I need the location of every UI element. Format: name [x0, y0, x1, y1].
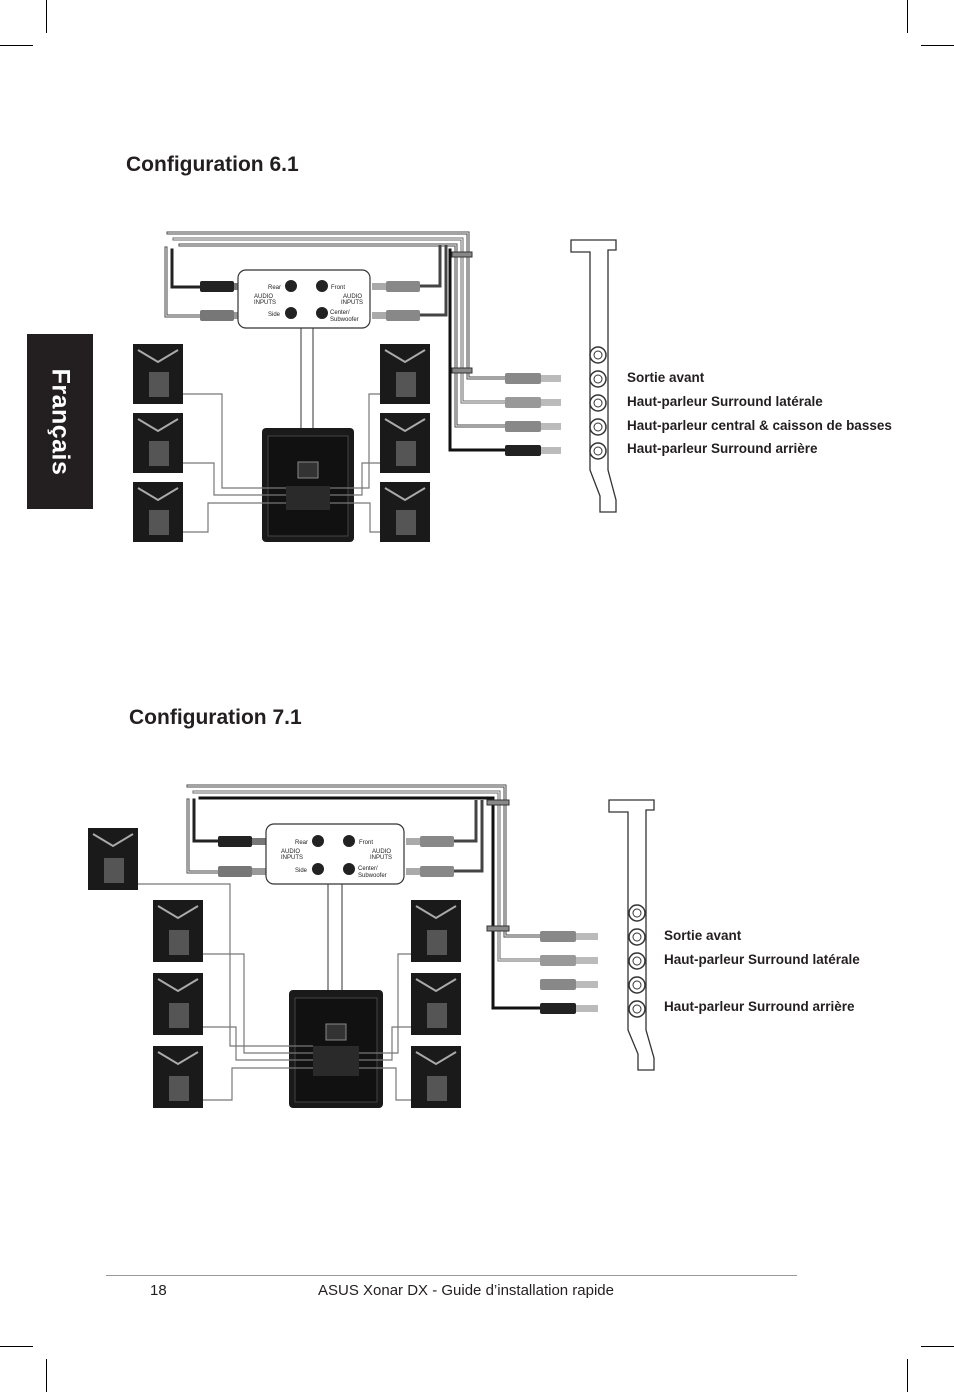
- plug-side-left: [218, 866, 266, 877]
- config61-diagram: [0, 0, 954, 640]
- footer-title: ASUS Xonar DX - Guide d’installation rapide: [318, 1282, 614, 1299]
- panel-audio-label: AUDIO: [343, 294, 363, 300]
- audio-input-panel: [266, 824, 404, 992]
- panel-subwoofer-label: Subwoofer: [358, 873, 387, 879]
- config71-label-front: Sortie avant: [664, 928, 742, 943]
- speaker-right: [380, 413, 430, 473]
- speaker-right: [411, 973, 461, 1035]
- footer-divider: [106, 1275, 797, 1276]
- config61-label-front: Sortie avant: [627, 370, 705, 385]
- audio-input-panel: [238, 270, 370, 428]
- panel-inputs-label: INPUTS: [341, 300, 364, 306]
- speaker-right: [411, 1046, 461, 1108]
- panel-inputs-label: INPUTS: [370, 855, 393, 861]
- panel-center-label: Center/: [358, 866, 378, 872]
- crop-mark: [907, 1359, 908, 1392]
- speaker-left: [153, 900, 203, 962]
- config71-title: Configuration 7.1: [129, 706, 302, 729]
- plug-rear-left: [218, 836, 266, 847]
- speaker-left: [133, 344, 183, 404]
- crop-mark: [46, 1359, 47, 1392]
- panel-audio-label: AUDIO: [281, 849, 301, 855]
- plug-front-right: [406, 800, 476, 847]
- config71-label-rear: Haut-parleur Surround arrière: [664, 999, 855, 1014]
- speaker-left: [153, 973, 203, 1035]
- card-plugs: [540, 931, 598, 1014]
- subwoofer: [289, 990, 383, 1108]
- panel-center-label: Center/: [330, 310, 350, 316]
- panel-rear-label: Rear: [295, 840, 309, 846]
- panel-inputs-label: INPUTS: [281, 855, 304, 861]
- speaker-right: [411, 900, 461, 962]
- panel-subwoofer-label: Subwoofer: [330, 317, 359, 323]
- sound-card-bracket: [609, 800, 654, 1070]
- config61-label-side: Haut-parleur Surround latérale: [627, 394, 823, 409]
- plug-front-right: [372, 245, 440, 292]
- config61-label-rear: Haut-parleur Surround arrière: [627, 441, 818, 456]
- speaker-left: [133, 482, 183, 542]
- speaker-left: [153, 1046, 203, 1108]
- crop-mark: [0, 1346, 33, 1347]
- subwoofer: [262, 428, 354, 542]
- panel-inputs-label: INPUTS: [254, 300, 277, 306]
- panel-side-label: Side: [295, 868, 308, 874]
- panel-front-label: Front: [359, 840, 374, 846]
- crop-mark: [921, 1346, 954, 1347]
- sound-card-bracket: [571, 240, 616, 512]
- speaker-left: [133, 413, 183, 473]
- panel-front-label: Front: [331, 285, 346, 291]
- speaker-right: [380, 344, 430, 404]
- config71-label-side: Haut-parleur Surround latérale: [664, 952, 860, 967]
- panel-rear-label: Rear: [268, 285, 282, 291]
- card-plugs: [505, 373, 561, 456]
- speaker-right: [380, 482, 430, 542]
- config71-diagram: [0, 760, 954, 1120]
- config61-label-center: Haut-parleur central & caisson de basses: [627, 418, 892, 433]
- config61-title: Configuration 6.1: [126, 153, 299, 176]
- panel-audio-label: AUDIO: [372, 849, 392, 855]
- panel-side-label: Side: [268, 312, 281, 318]
- panel-audio-label: AUDIO: [254, 294, 274, 300]
- language-tab-label: Français: [46, 368, 75, 475]
- page-number: 18: [150, 1282, 167, 1299]
- speaker-center: [88, 828, 138, 890]
